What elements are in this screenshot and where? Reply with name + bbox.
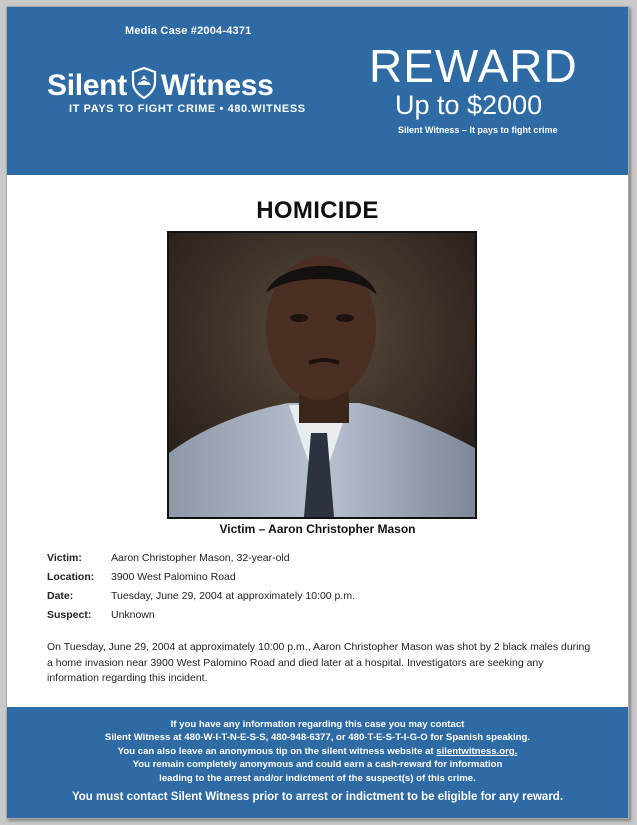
detail-row-suspect: Suspect: Unknown <box>47 609 155 621</box>
footer-line-1: If you have any information regarding this case you may contact <box>170 719 465 730</box>
footer-banner <box>7 707 628 818</box>
reward-tagline: Silent Witness – It pays to fight crime <box>398 125 558 135</box>
detail-row-location: Location: 3900 West Palomino Road <box>47 571 236 583</box>
footer-line-3: You can also leave an anonymous tip on the silent witness website at silentwitness.org. <box>117 745 518 757</box>
case-narrative: On Tuesday, June 29, 2004 at approximately 10:00 p.m., Aaron Christopher Mason was shot by 2 black males during a home invasion near 3900 West Palomino Road and died later at a hospital. Investigators are seeking any information regarding this incident. <box>47 641 591 684</box>
reward-amount: Up to $2000 <box>395 90 543 120</box>
silent-witness-logo <box>47 67 274 103</box>
case-details <box>47 552 355 628</box>
detail-row-date: Date: Tuesday, June 29, 2004 at approximately 10:00 p.m. <box>47 590 355 602</box>
reward-heading: REWARD <box>369 40 578 92</box>
victim-photo <box>167 231 477 519</box>
website-link[interactable]: silentwitness.org. <box>436 745 518 757</box>
footer-reward-notice: You must contact Silent Witness prior to arrest or indictment to be eligible for any reward. <box>71 791 564 804</box>
photo-caption: Victim – Aaron Christopher Mason <box>219 522 416 536</box>
crime-type-title: HOMICIDE <box>256 197 379 224</box>
shield-icon <box>131 67 157 99</box>
media-case-number: Media Case #2004-4371 <box>125 25 252 37</box>
footer-line-5: leading to the arrest and/or indictment of the suspect(s) of this crime. <box>159 772 476 784</box>
logo-word-witness: Witness <box>160 69 274 102</box>
poster <box>6 6 629 819</box>
logo-word-silent: Silent <box>47 69 127 102</box>
header-banner <box>7 7 628 175</box>
logo-tagline: IT PAYS TO FIGHT CRIME • 480.WITNESS <box>69 103 306 115</box>
footer-line-2: Silent Witness at 480-W-I-T-N-E-S-S, 480-948-6377, or 480-T-E-S-T-I-G-O for Spanish speaking. <box>104 732 531 744</box>
footer-line-4: You remain completely anonymous and could earn a cash-reward for information <box>132 759 503 771</box>
detail-row-victim: Victim: Aaron Christopher Mason, 32-year-old <box>47 552 290 564</box>
